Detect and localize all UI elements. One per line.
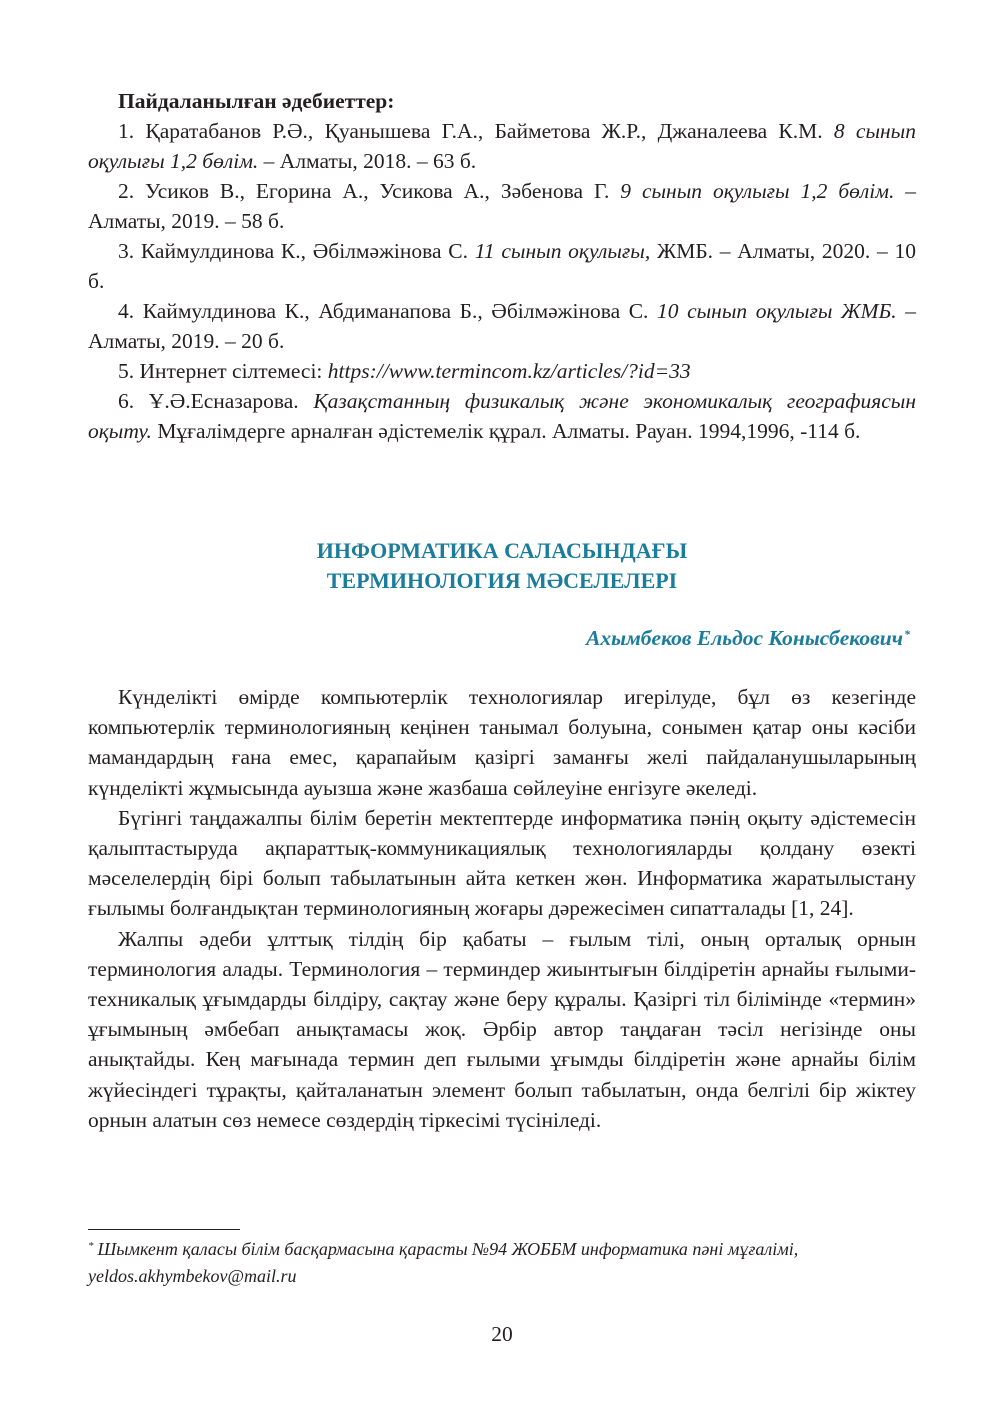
ref-text: 5. Интернет сілтемесі:: [118, 359, 328, 383]
footnote-mark: *: [88, 1240, 94, 1252]
footnote-marker: *: [904, 627, 910, 641]
article-title-line-2: ТЕРМИНОЛОГИЯ МӘСЕЛЕЛЕРІ: [326, 568, 678, 593]
ref-text: 3. Каймулдинова К., Әбілмәжінова С.: [118, 239, 475, 263]
page-number: 20: [491, 1322, 513, 1346]
reference-6: [88, 386, 916, 446]
ref-title: 9 сынып оқулығы 1,2 бөлім.: [620, 179, 895, 203]
footnote-email[interactable]: yeldos.akhymbekov@mail.ru: [88, 1266, 297, 1286]
ref-text: 2. Усиков В., Егорина А., Усикова А., Зәбенова Г.: [118, 179, 621, 203]
paragraph-1: Күнделікті өмірде компьютерлік технологиялар игерілуде, бұл өз кезегінде компьютерлік терминологияның кеңінен танымал болуына, сонымен қатар оны кәсіби мамандардың ғана емес, қарапайым қазіргі заманғы желі пайдаланушыларының күнделікті жұмысында ауызша және жазбаша сөйлеуіне енгізуге әкеледі.: [88, 685, 916, 800]
footnote-divider: [88, 1229, 240, 1230]
paragraph-3: Жалпы әдеби ұлттық тілдің бір қабаты – ғылым тілі, оның орталық орнын терминология алады. Терминология – терминдер жиынтығын білдіретін арнайы ғылыми-техникалық ұғымдарды білдіру, сақтау және беру құралы. Қазіргі тіл білімінде «термин» ұғымының әмбебап анықтамасы жоқ. Әрбір автор таңдаған тәсіл негізінде оны анықтайды. Кең мағынада термин деп ғылыми ұғымды білдіретін және арнайы білім жүйесіндегі тұрақты, қайталанатын элемент болып табылатын, онда белгілі бір жіктеу орнын алатын сөз немесе сөздердің тіркесімі түсініледі.: [88, 926, 916, 1132]
article-body: [88, 682, 916, 1135]
footnote-affiliation: Шымкент қаласы білім басқармасына қарасты №94 ЖОББМ информатика пәні мұғалімі,: [97, 1239, 799, 1259]
ref-title: 8 сынып оқулығы 1,2 бөлім.: [88, 119, 916, 173]
footnote-line-1: [88, 1236, 916, 1263]
literature-section: [88, 86, 916, 446]
article-title: [88, 536, 916, 596]
paragraph-2: Бүгінгі таңдажалпы білім беретін мектептерде информатика пәнің оқыту әдістемесін қалыптастыруда ақпараттық-коммуникациялық технологияларды қолдану өзекті мәселелердің бірі болып табылатынын айта кеткен жөн. Информатика жаратылыстану ғылымы болғандықтан терминологияның жоғары дәрежесімен сипатталады [1, 24].: [88, 805, 916, 921]
ref-text: – Алматы, 2019. – 20 б.: [88, 299, 916, 353]
reference-4: [88, 296, 916, 356]
author-name: Ахымбеков Ельдос Конысбекович: [586, 626, 903, 650]
ref-text: 6. Ұ.Ә.Есназарова.: [118, 389, 314, 413]
ref-text: 1. Қаратабанов Р.Ә., Қуанышева Г.А., Байметова Ж.Р., Джаналеева К.М.: [118, 119, 834, 143]
ref-title: 10 сынып оқулығы ЖМБ.: [657, 299, 897, 323]
article-title-line-1: ИНФОРМАТИКА САЛАСЫНДАҒЫ: [316, 538, 688, 563]
ref-title: Қазақстанның физикалық және экономикалық географиясын оқыту.: [88, 389, 916, 443]
footnote: [88, 1236, 916, 1290]
ref-text: 4. Каймулдинова К., Абдиманапова Б., Әбілмәжінова С.: [118, 299, 657, 323]
ref-text: – Алматы, 2018. – 63 б.: [258, 149, 477, 173]
ref-text: – Алматы, 2019. – 58 б.: [88, 179, 917, 233]
article-author: [586, 623, 910, 653]
ref-text: ЖМБ. – Алматы, 2020. – 10 б.: [88, 239, 916, 293]
reference-link[interactable]: https://www.termincom.kz/articles/?id=33: [327, 359, 691, 383]
reference-3: [88, 236, 916, 296]
reference-1: [88, 116, 916, 176]
reference-2: [88, 176, 916, 236]
reference-5: [88, 356, 916, 386]
ref-text: Мұғалімдерге арналған әдістемелік құрал. Алматы. Рауан. 1994,1996, -114 б.: [151, 419, 861, 443]
literature-heading: Пайдаланылған әдебиеттер:: [118, 89, 395, 113]
ref-title: 11 сынып оқулығы,: [474, 239, 651, 263]
